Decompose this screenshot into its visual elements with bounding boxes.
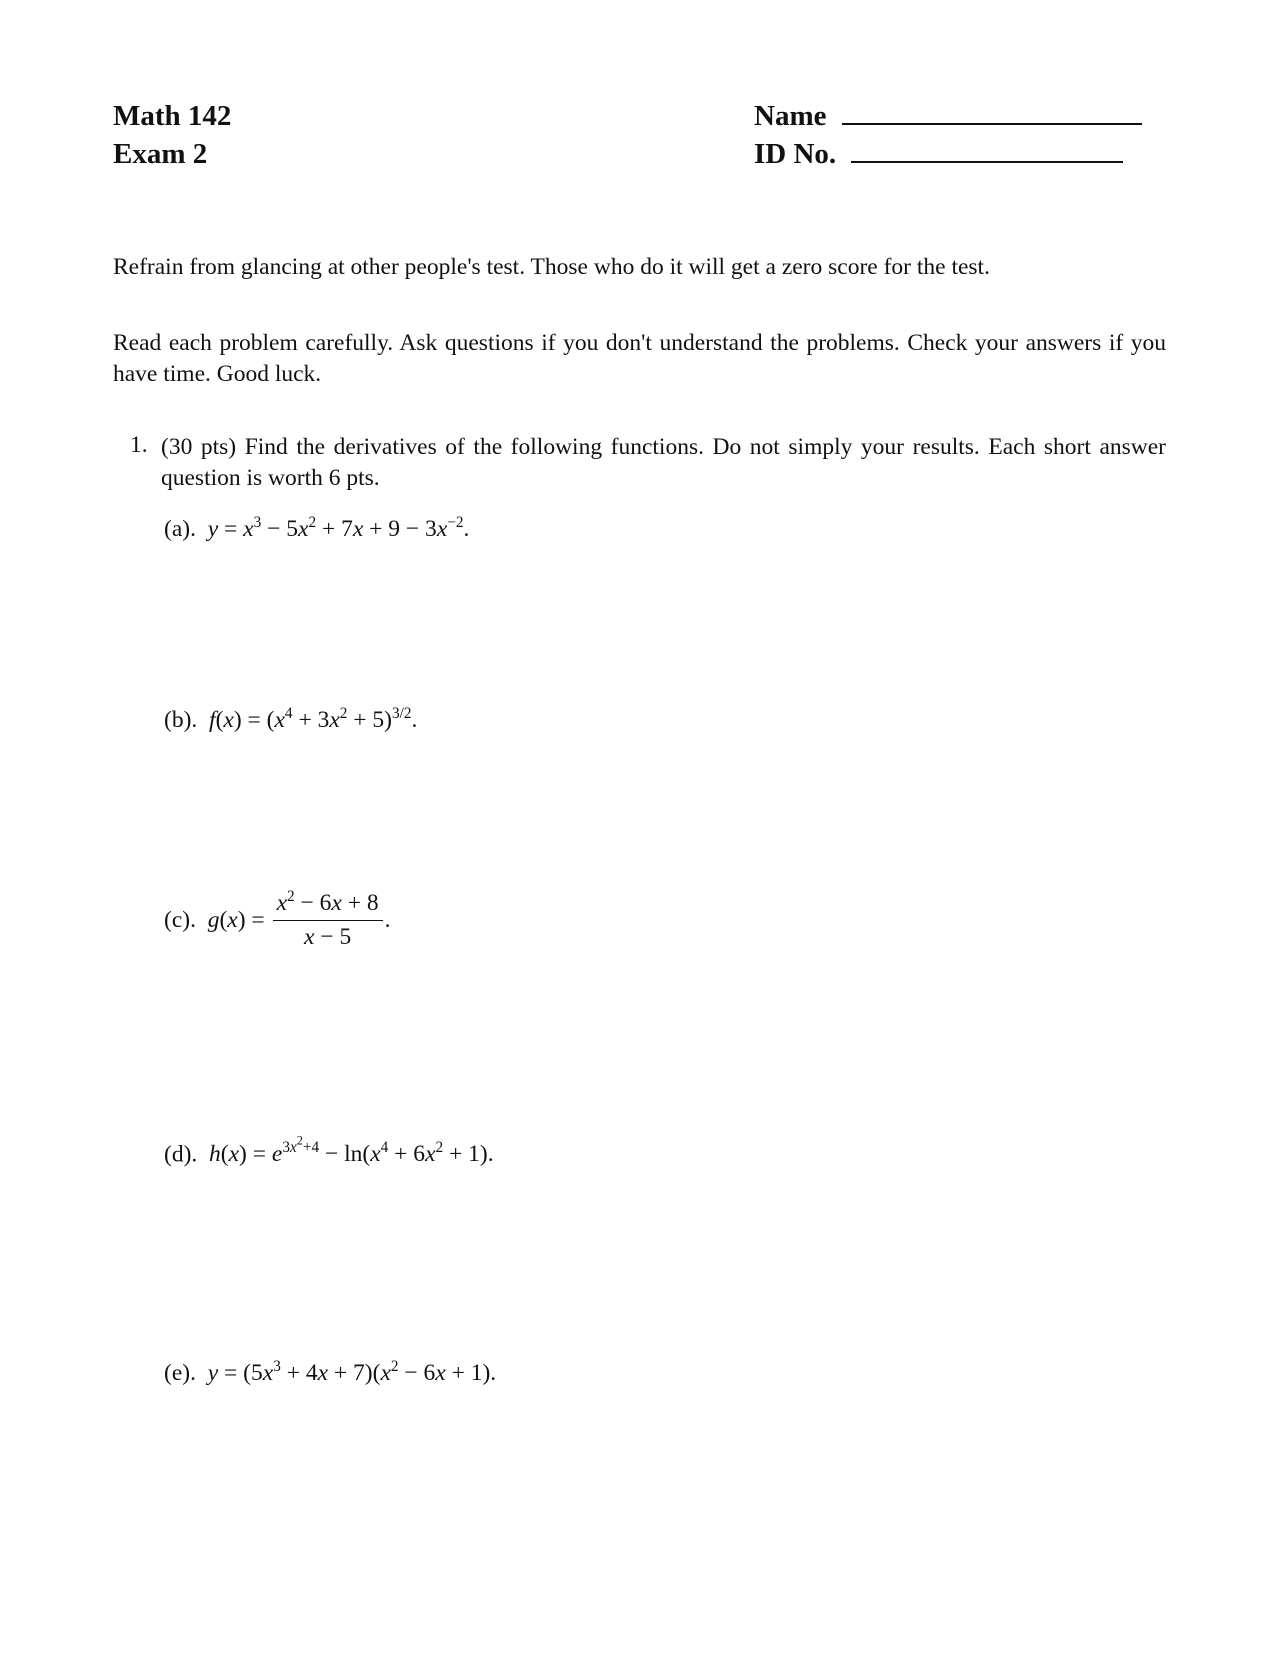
name-field: [754, 100, 1142, 133]
part-b-equation: $f(x) = (x^4 + 3x^2 + 5)^{3/2}$.: [209, 704, 418, 733]
part-e: [164, 1357, 497, 1387]
part-a-equation: $y = x^3 - 5x^2 + 7x + 9 - 3x^{-2}$.: [207, 513, 470, 542]
part-c-fraction: [273, 887, 383, 951]
problem-statement: (30 pts) Find the derivatives of the following functions. Do not simply your results. Each short answer question is worth 6 pts.: [161, 434, 1166, 491]
name-label: Name: [754, 100, 827, 132]
name-blank-line: [842, 123, 1142, 125]
part-e-label: (e).: [164, 1360, 196, 1386]
general-instructions: Read each problem carefully. Ask questions if you don't understand the problems. Check your answers if you have time. Good luck.: [113, 330, 1166, 387]
exam-title: Exam 2: [113, 138, 208, 170]
id-field: [754, 138, 1123, 171]
problem-number: 1.: [130, 432, 148, 458]
part-c-equation: g(x) =: [207, 907, 265, 933]
id-blank-line: [851, 161, 1123, 163]
id-label: ID No.: [754, 138, 837, 170]
part-b-label: (b).: [164, 707, 198, 733]
fraction-numerator: $x^2 - 6x + 8$: [273, 890, 383, 921]
part-d: [164, 1134, 494, 1168]
part-a-label: (a).: [164, 516, 196, 542]
course-title: Math 142: [113, 100, 232, 132]
warning-text: Refrain from glancing at other people's test. Those who do it will get a zero score for the test.: [113, 254, 990, 280]
fraction-denominator: x − 5: [304, 924, 352, 950]
part-e-equation: $y = (5x^3 + 4x + 7)(x^2 - 6x + 1)$.: [207, 1357, 497, 1386]
part-b: [164, 704, 418, 734]
part-c: (c). g(x) = $\frac{x^2 - 6x + 8}{x - 5}$ .: [164, 887, 391, 950]
part-a: [164, 513, 470, 543]
part-c-label: (c).: [164, 907, 196, 933]
part-d-label: (d).: [164, 1141, 198, 1168]
part-d-equation: $h(x) = e^{3x^2+4} - \ln(x^4 + 6x^2 + 1)$.: [209, 1134, 494, 1168]
